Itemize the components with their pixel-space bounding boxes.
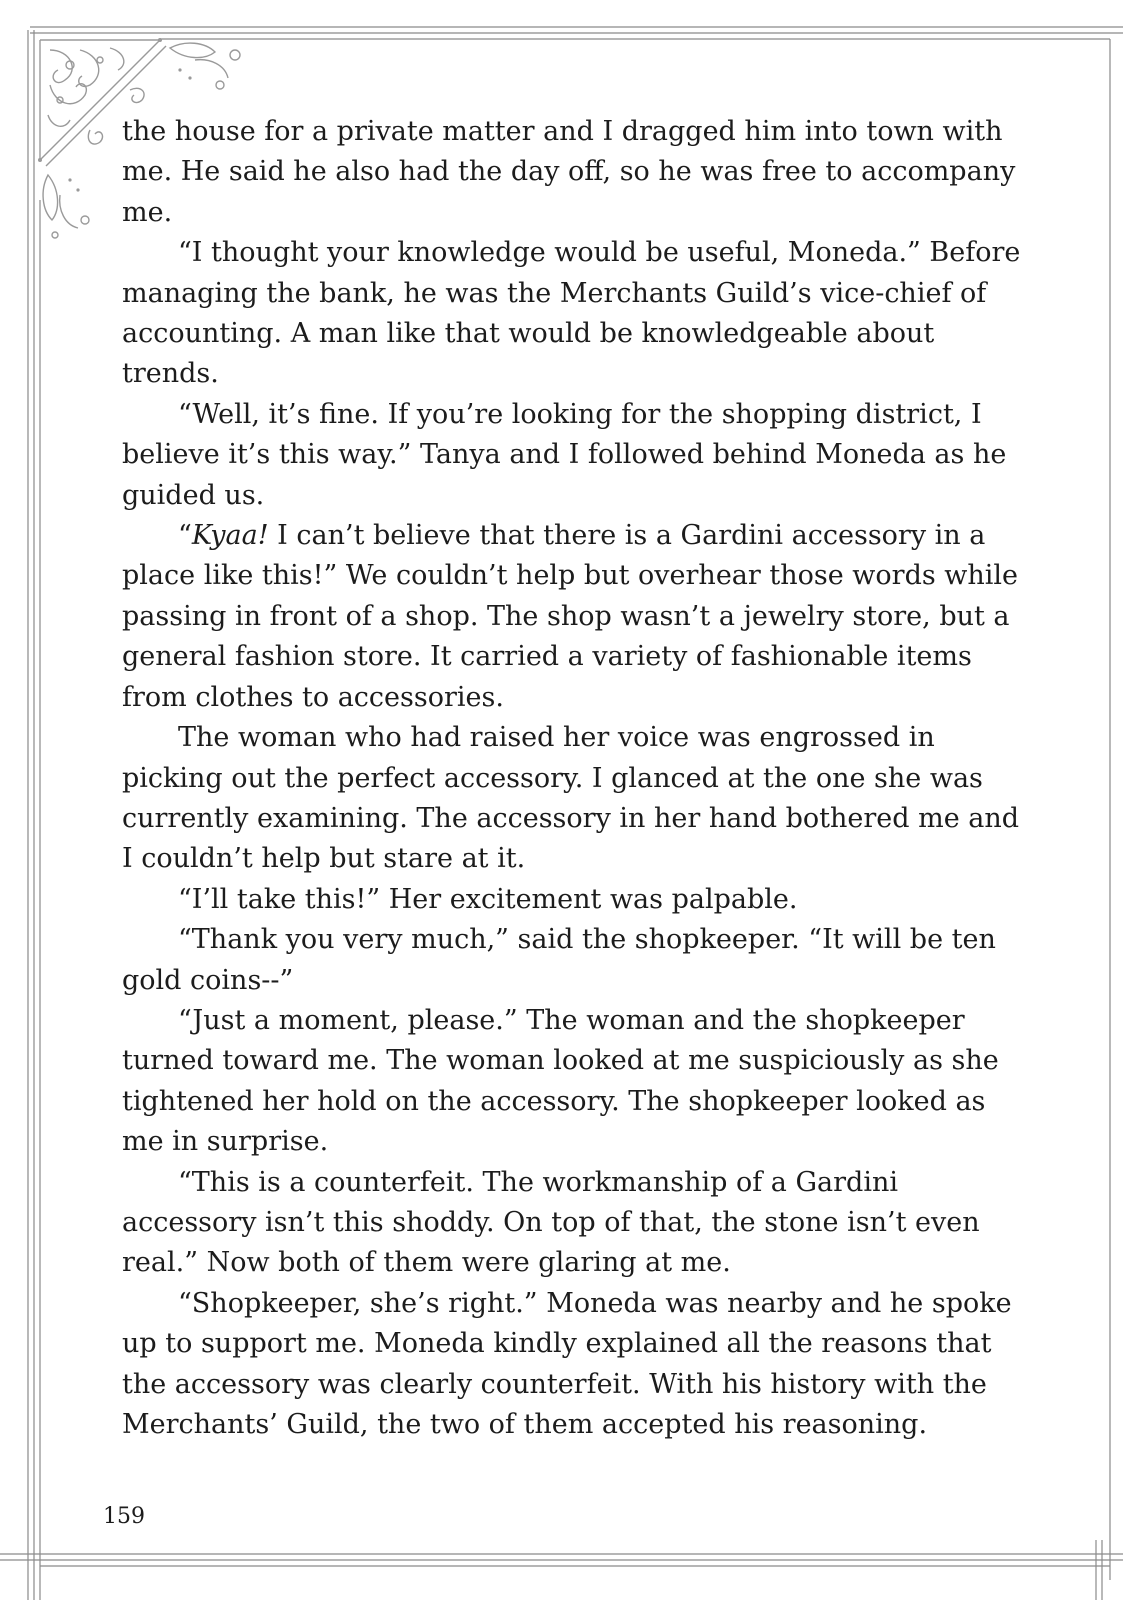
paragraph: “Well, it’s fine. If you’re looking for the shopping district, I believe it’s this way.” Tanya and I followed behind Moneda as he guided us.	[122, 398, 1007, 511]
paragraph: “I’ll take this!” Her excitement was palpable.	[178, 883, 798, 915]
exclamation-italic: Kyaa!	[191, 520, 269, 552]
paragraph	[122, 516, 1022, 718]
open-quote: “	[178, 520, 192, 552]
body-text	[122, 112, 1022, 1445]
paragraph: The woman who had raised her voice was engrossed in picking out the perfect accessory. I glanced at the one she was currently examining. The accessory in her hand bothered me and I couldn’t help but stare at it.	[122, 722, 1020, 875]
page-number: 159	[103, 1504, 145, 1529]
paragraph: “Shopkeeper, she’s right.” Moneda was nearby and he spoke up to support me. Moneda kindly explained all the reasons that the accessory was clearly counterfeit. With his history with the Merchants’ Guild, the two of them accepted his reasoning.	[122, 1287, 1012, 1440]
paragraph: “I thought your knowledge would be useful, Moneda.” Before managing the bank, he was the Merchants Guild’s vice-chief of accounting. A man like that would be knowledgeable about trends.	[122, 237, 1021, 390]
paragraph: the house for a private matter and I dragged him into town with me. He said he also had the day off, so he was free to accompany me.	[122, 116, 1016, 228]
paragraph-text: I can’t believe that there is a Gardini accessory in a place like this!” We couldn’t help but overhear those words while passing in front of a shop. The shop wasn’t a jewelry store, but a general fashion store. It carried a variety of fashionable items from clothes to accessories.	[122, 520, 1019, 713]
paragraph: “This is a counterfeit. The workmanship of a Gardini accessory isn’t this shoddy. On top of that, the stone isn’t even real.” Now both of them were glaring at me.	[122, 1166, 980, 1279]
paragraph: “Just a moment, please.” The woman and the shopkeeper turned toward me. The woman looked at me suspiciously as she tightened her hold on the accessory. The shopkeeper looked as me in surprise.	[122, 1004, 999, 1158]
paragraph: “Thank you very much,” said the shopkeeper. “It will be ten gold coins--”	[122, 924, 996, 996]
